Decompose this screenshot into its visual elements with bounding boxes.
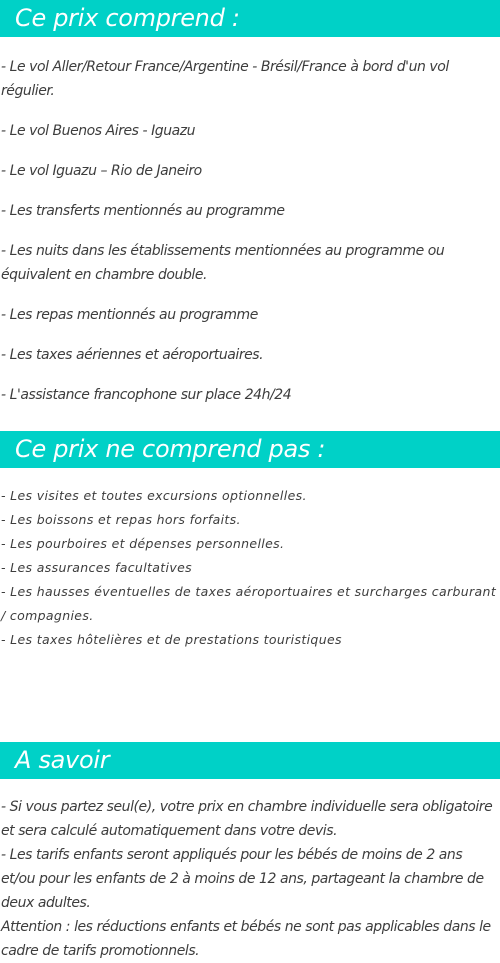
list-item: - Les visites et toutes excursions optionnelles. <box>1 488 307 503</box>
list-item: - Les assurances facultatives <box>1 560 193 575</box>
section-title-info: A savoir <box>0 742 500 779</box>
list-item: - L'assistance francophone sur place 24h/24 <box>1 387 292 403</box>
includes-list <box>1 55 497 423</box>
list-item: - Les pourboires et dépenses personnelles. <box>1 536 285 551</box>
list-item: - Le vol Aller/Retour France/Argentine - Brésil/France à bord d'un vol régulier. <box>1 59 449 99</box>
list-item: - Les hausses éventuelles de taxes aéroportuaires et surcharges carburant / compagnies. <box>1 584 497 623</box>
list-item: - Les boissons et repas hors forfaits. <box>1 512 241 527</box>
section-title-includes: Ce prix comprend : <box>0 0 500 37</box>
list-item: - Si vous partez seul(e), votre prix en chambre individuelle sera obligatoire et sera calculé automatiquement dans votre devis. <box>1 799 493 839</box>
list-item: - Le vol Buenos Aires - Iguazu <box>1 123 196 139</box>
list-item: Attention : les réductions enfants et bébés ne sont pas applicables dans le cadre de tarifs promotionnels. <box>1 919 491 959</box>
excludes-list <box>1 484 497 652</box>
list-item: - Les tarifs enfants seront appliqués pour les bébés de moins de 2 ans et/ou pour les enfants de 2 à moins de 12 ans, partageant la chambre de deux adultes. <box>1 847 484 911</box>
list-item: - Les transferts mentionnés au programme <box>1 203 285 219</box>
list-item: - Les nuits dans les établissements mentionnées au programme ou équivalent en chambre double. <box>1 243 445 283</box>
list-item: - Le vol Iguazu – Rio de Janeiro <box>1 163 202 179</box>
info-list <box>1 795 499 963</box>
list-item: - Les taxes aériennes et aéroportuaires. <box>1 347 264 363</box>
section-title-excludes: Ce prix ne comprend pas : <box>0 431 500 468</box>
list-item: - Les taxes hôtelières et de prestations touristiques <box>1 632 342 647</box>
list-item: - Les repas mentionnés au programme <box>1 307 258 323</box>
